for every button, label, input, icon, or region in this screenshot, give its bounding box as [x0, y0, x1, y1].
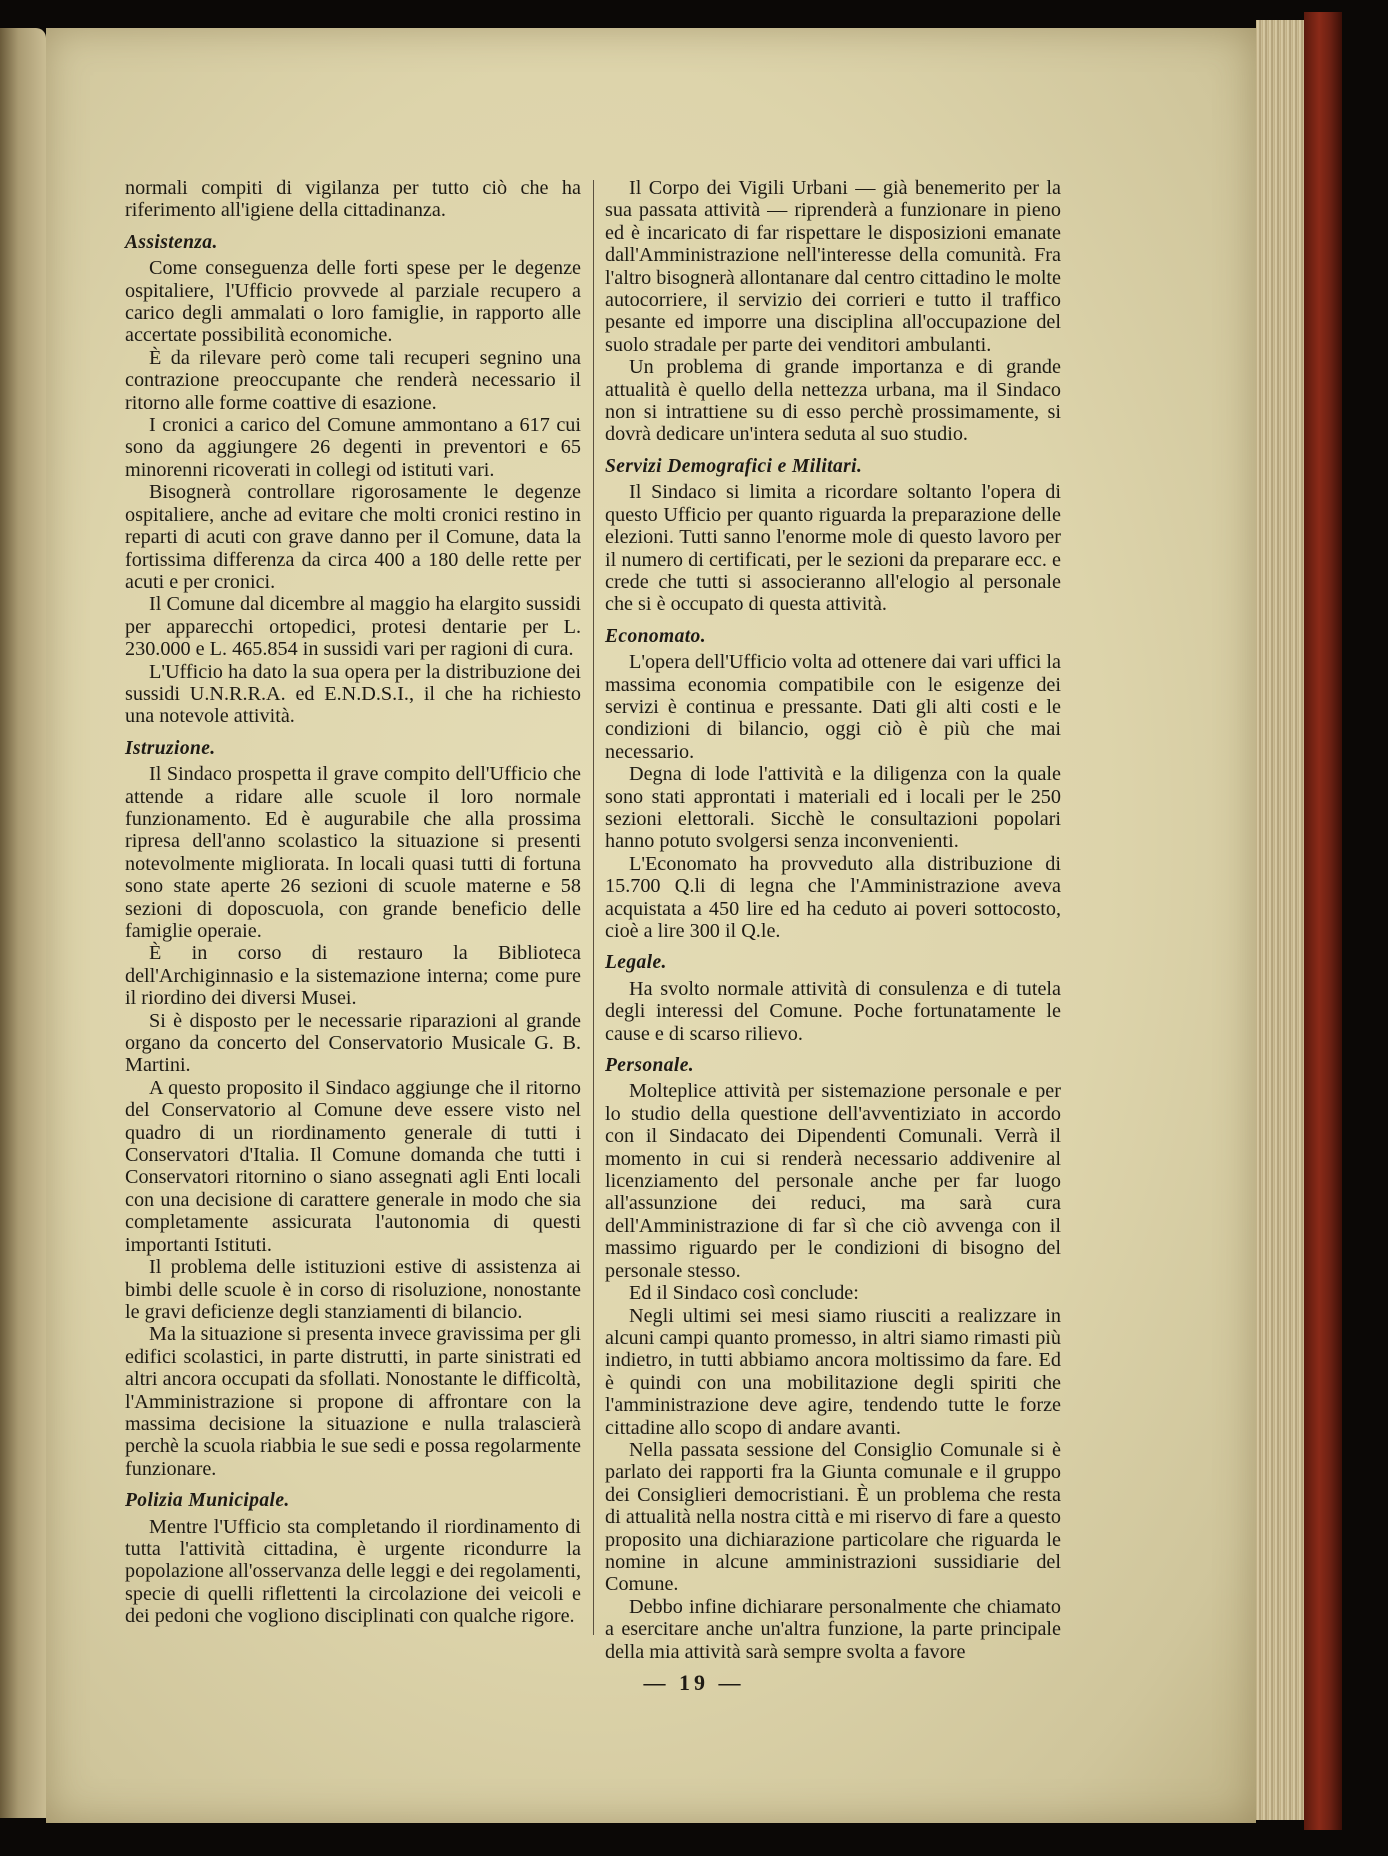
paragraph: A questo proposito il Sindaco aggiunge che il ritorno del Conservatorio al Comune deve essere visto nel quadro di un riordinamento generale di tutti i Conservatori d'Italia. Il Comune domanda che tutti i Conservatori ritornino o siano assegnati agli Enti locali con una decisione di carattere generale in modo che sia completamente assicurata l'autonomia di questi importanti Istituti. — [125, 1076, 581, 1256]
paragraph: Mentre l'Ufficio sta completando il riordinamento di tutta l'attività cittadina, è urgente ricondurre la popolazione all'osservanza delle leggi e dei regolamenti, specie di quelli riflettenti la circolazione dei veicoli e dei pedoni che vogliono disciplinati con qualche rigore. — [125, 1515, 581, 1628]
page-number: — 19 — — [643, 1670, 745, 1695]
column-divider — [593, 180, 594, 1635]
paragraph: Ma la situazione si presenta invece gravissima per gli edifici scolastici, in parte distrutti, in parte sinistrati ed altri ancora occupati da sfollati. Nonostante le difficoltà, l'Amministrazione si propone di affrontare con la massima decisione la situazione e nulla tralascierà perchè la scuola riabbia le sue sedi e possa regolarmente funzionare. — [125, 1323, 581, 1480]
paragraph: Un problema di grande importanza e di grande attualità è quello della nettezza urbana, ma il Sindaco non si intrattiene su di esso perchè prossimamente, si dovrà dedicare un'intera seduta al suo studio. — [605, 356, 1061, 446]
paragraph: Degna di lode l'attività e la diligenza con la quale sono stati approntati i materiali ed i locali per le 250 sezioni elettorali. Sicchè le consultazioni popolari hanno potuto svolgersi senza inconvenienti. — [605, 763, 1061, 853]
book-cover-edge — [1304, 12, 1342, 1830]
section-heading: Istruzione. — [125, 737, 216, 759]
paragraph: Ha svolto normale attività di consulenza e di tutela degli interessi del Comune. Poche fortunatamente le cause e di scarso rilievo. — [605, 977, 1061, 1045]
paragraph: È in corso di restauro la Biblioteca dell'Archiginnasio e la sistemazione interna; come pure il riordino dei diversi Musei. — [125, 942, 581, 1010]
paragraph: Nella passata sessione del Consiglio Comunale si è parlato dei rapporti fra la Giunta comunale e il gruppo dei Consiglieri democristiani. È un problema che resta di attualità nella nostra città e mi riservo di fare a questo proposito una dichiarazione particolare che riguarda le nomine in alcune amministrazioni sussidiarie del Comune. — [605, 1438, 1061, 1596]
paragraph: L'Ufficio ha dato la sua opera per la distribuzione dei sussidi U.N.R.R.A. ed E.N.D.S.I., il che ha richiesto una notevole attività. — [125, 660, 581, 728]
paragraph: Negli ultimi sei mesi siamo riusciti a realizzare in alcuni campi quanto promesso, in altri siamo rimasti più indietro, in tutti abbiamo ancora moltissimo da fare. Ed è quindi con una mobilitazione degli spiriti che l'amministrazione deve agire, tendendo tutte le forze cittadine allo scopo di andare avanti. — [605, 1304, 1061, 1439]
left-text-column — [125, 177, 581, 1628]
paragraph: Il Comune dal dicembre al maggio ha elargito sussidi per apparecchi ortopedici, protesi dentarie per L. 230.000 e L. 465.854 in sussidi vari per ragioni di cura. — [125, 593, 581, 661]
paragraph: Il Sindaco si limita a ricordare soltanto l'opera di questo Ufficio per quanto riguarda la preparazione delle elezioni. Tutti sanno l'enorme mole di questo lavoro per il numero di certificati, per le sezioni da preparare ecc. e crede che tutti si associeranno all'elogio al personale che si è occupato di questa attività. — [605, 481, 1061, 616]
section-heading: Economato. — [605, 625, 706, 647]
page-stack-edge — [1256, 20, 1304, 1820]
paragraph: Il Sindaco prospetta il grave compito dell'Ufficio che attende a ridare alle scuole il loro normale funzionamento. Ed è augurabile che alla prossima ripresa dell'anno scolastico la situazione si presenti notevolmente migliorata. In locali quasi tutti di fortuna sono state aperte 26 sezioni di scuole materne e 58 sezioni di doposcuola, con grande beneficio delle famiglie operaie. — [125, 763, 581, 942]
paragraph: L'Economato ha provveduto alla distribuzione di 15.700 Q.li di legna che l'Amministrazione aveva acquistata a 450 lire ed ha ceduto ai poveri sottocosto, cioè a lire 300 il Q.le. — [605, 852, 1061, 942]
section-heading: Servizi Demografici e Militari. — [605, 455, 863, 477]
right-text-column — [605, 177, 1061, 1663]
paragraph: Bisognerà controllare rigorosamente le degenze ospitaliere, anche ad evitare che molti cronici restino in reparti di acuti con grave danno per il Comune, data la fortissima differenza da circa 400 a 180 delle rette per acuti e per cronici. — [125, 481, 581, 593]
paragraph: Come conseguenza delle forti spese per le degenze ospitaliere, l'Ufficio provvede al parziale recupero a carico degli ammalati o loro famiglie, in rapporto alle accertate possibilità economiche. — [125, 257, 581, 347]
section-heading: Assistenza. — [125, 231, 218, 253]
paragraph: Il Corpo dei Vigili Urbani — già benemerito per la sua passata attività — riprenderà a funzionare in pieno ed è incaricato di far rispettare le disposizioni emanate dall'Amministrazione nell'interesse della comunità. Fra l'altro bisognerà allontanare dal centro cittadino le molte autocorriere, il servizio dei corrieri e tutto il traffico pesante ed imporre una disciplina all'occupazione del suolo stradale per parte dei venditori ambulanti. — [605, 177, 1062, 356]
paragraph: normali compiti di vigilanza per tutto ciò che ha riferimento all'igiene della cittadinanza. — [125, 177, 581, 222]
paragraph: Ed il Sindaco così conclude: — [629, 1282, 859, 1305]
left-page-edge — [0, 28, 46, 1818]
paragraph: Il problema delle istituzioni estive di assistenza ai bimbi delle scuole è in corso di risoluzione, nonostante le gravi deficienze degli stanziamenti di bilancio. — [125, 1256, 581, 1323]
paragraph: I cronici a carico del Comune ammontano a 617 cui sono da aggiungere 26 degenti in preventori e 65 minorenni ricoverati in collegi od istituti vari. — [125, 414, 581, 481]
section-heading: Polizia Municipale. — [125, 1490, 290, 1512]
paragraph: Molteplice attività per sistemazione personale e per lo studio della questione dell'avventiziato in accordo con il Sindacato dei Dipendenti Comunali. Verrà il momento in cui si renderà necessario addivenire al licenziamento del personale anche per far luogo all'assunzione dei reduci, ma sarà cura dell'Amministrazione di far sì che ciò avvenga con il massimo riguardo per le condizioni di bisogno del personale stesso. — [605, 1080, 1061, 1282]
paragraph: Debbo infine dichiarare personalmente che chiamato a esercitare anche un'altra funzione, la parte principale della mia attività sarà sempre svolta a favore — [605, 1595, 1061, 1663]
paragraph: Si è disposto per le necessarie riparazioni al grande organo da concerto del Conservatorio Musicale G. B. Martini. — [125, 1009, 581, 1077]
paragraph: L'opera dell'Ufficio volta ad ottenere dai vari uffici la massima economia compatibile con le esigenze dei servizi è continua e pressante. Dati gli alti costi e le condizioni di bilancio, oggi ciò è più che mai necessario. — [605, 651, 1061, 763]
section-heading: Legale. — [605, 952, 667, 974]
section-heading: Personale. — [605, 1055, 695, 1077]
paragraph: È da rilevare però come tali recuperi segnino una contrazione preoccupante che renderà necessario il ritorno alle forme coattive di esazione. — [125, 346, 581, 414]
